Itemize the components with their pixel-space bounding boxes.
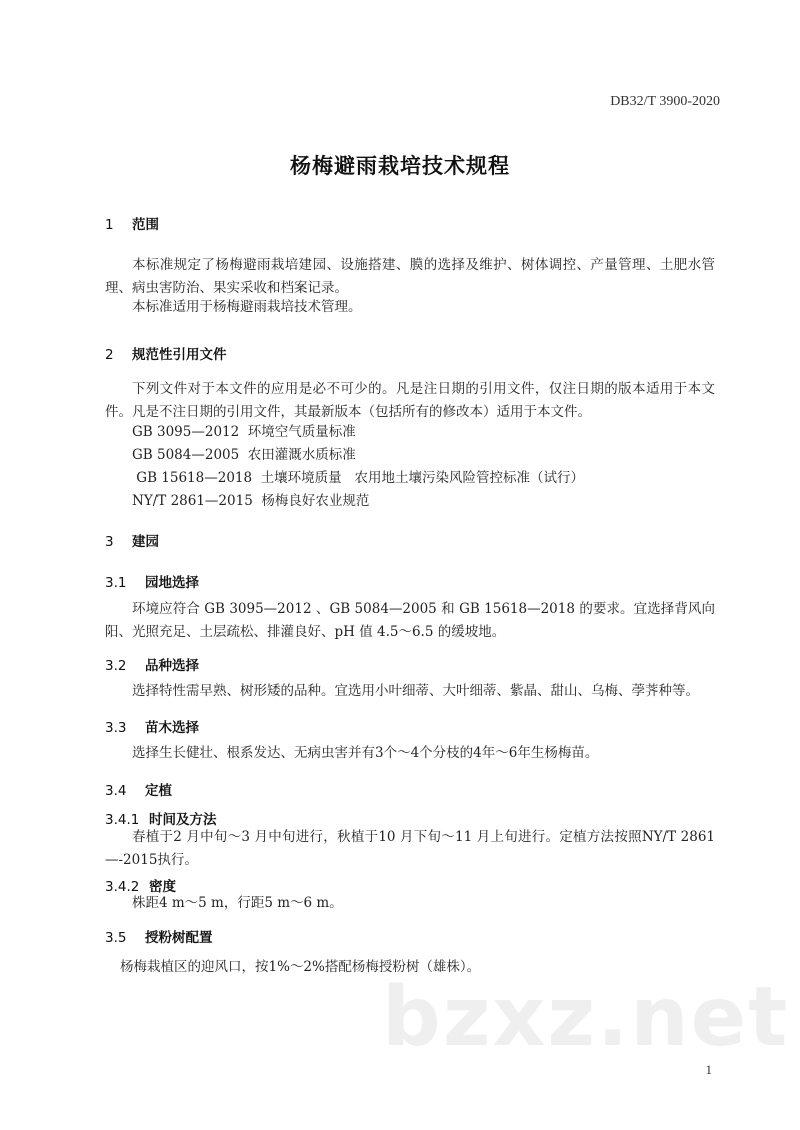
paragraph: 选择特性需早熟、树形矮的品种。宜选用小叶细蒂、大叶细蒂、紫晶、甜山、乌梅、荸荠种等。 — [132, 683, 699, 699]
paragraph: 春植于2 月中旬～3 月中旬进行，秋植于10 月下旬～11 月上旬进行。定植方法按照NY/T 2861—-2015执行。 — [105, 829, 715, 868]
section-3-4-heading — [105, 779, 172, 799]
section-number: 3.2 — [105, 658, 127, 674]
section-1-heading — [105, 213, 159, 233]
section-number: 3 — [105, 534, 114, 550]
section-number: 3.4.1 — [105, 812, 140, 828]
section-title: 时间及方法 — [149, 812, 217, 828]
paragraph: 杨梅栽植区的迎风口，按1%～2%搭配杨梅授粉树（雄株）。 — [120, 959, 481, 975]
section-3-4-1-heading — [105, 808, 217, 828]
section-title: 苗木选择 — [145, 720, 199, 736]
paragraph: 本标准适用于杨梅避雨栽培技术管理。 — [132, 299, 362, 315]
section-2-heading — [105, 343, 227, 363]
reference-item: GB 15618—2018 土壤环境质量 农用地土壤污染风险管控标准（试行） — [132, 470, 585, 486]
section-number: 3.4 — [105, 783, 127, 799]
section-3-2-heading — [105, 654, 199, 674]
section-title: 园地选择 — [145, 575, 199, 591]
paragraph: 株距4 m～5 m，行距5 m～6 m。 — [132, 895, 343, 911]
section-number: 2 — [105, 347, 114, 363]
section-title: 授粉树配置 — [145, 930, 213, 946]
reference-item: NY/T 2861—2015 杨梅良好农业规范 — [132, 493, 370, 509]
section-3-3-heading — [105, 716, 199, 736]
section-title: 规范性引用文件 — [132, 347, 227, 363]
paragraph: 环境应符合 GB 3095—2012 、GB 5084—2005 和 GB 15618—2018 的要求。宜选择背风向阳、光照充足、土层疏松、排灌良好、pH 值 4.5～6.5 的缓坡地。 — [105, 601, 715, 640]
section-3-1-heading — [105, 571, 199, 591]
section-title: 品种选择 — [145, 658, 199, 674]
section-title: 范围 — [132, 217, 159, 233]
section-title: 定植 — [145, 783, 172, 799]
section-3-5-heading — [105, 926, 213, 946]
standard-code: DB32/T 3900-2020 — [610, 94, 720, 109]
reference-item: GB 5084—2005 农田灌溉水质标准 — [132, 447, 356, 463]
section-3-heading — [105, 530, 159, 550]
section-number: 3.4.2 — [105, 879, 140, 895]
section-number: 3.1 — [105, 575, 127, 591]
paragraph: 下列文件对于本文件的应用是必不可少的。凡是注日期的引用文件，仅注日期的版本适用于本文件。凡是不注日期的引用文件，其最新版本（包括所有的修改本）适用于本文件。 — [105, 381, 715, 420]
paragraph: 选择生长健壮、根系发达、无病虫害并有3个～4个分枝的4年～6年生杨梅苗。 — [132, 745, 599, 761]
section-title: 建园 — [132, 534, 159, 550]
watermark: bzxz.net — [382, 970, 790, 1065]
section-number: 3.5 — [105, 930, 127, 946]
page-number: 1 — [705, 1062, 712, 1077]
section-number: 3.3 — [105, 720, 127, 736]
paragraph: 本标准规定了杨梅避雨栽培建园、设施搭建、膜的选择及维护、树体调控、产量管理、土肥水管理、病虫害防治、果实采收和档案记录。 — [105, 257, 715, 296]
section-number: 1 — [105, 217, 114, 233]
section-title: 密度 — [149, 879, 176, 895]
reference-item: GB 3095—2012 环境空气质量标准 — [132, 424, 356, 440]
document-title: 杨梅避雨栽培技术规程 — [290, 154, 510, 178]
